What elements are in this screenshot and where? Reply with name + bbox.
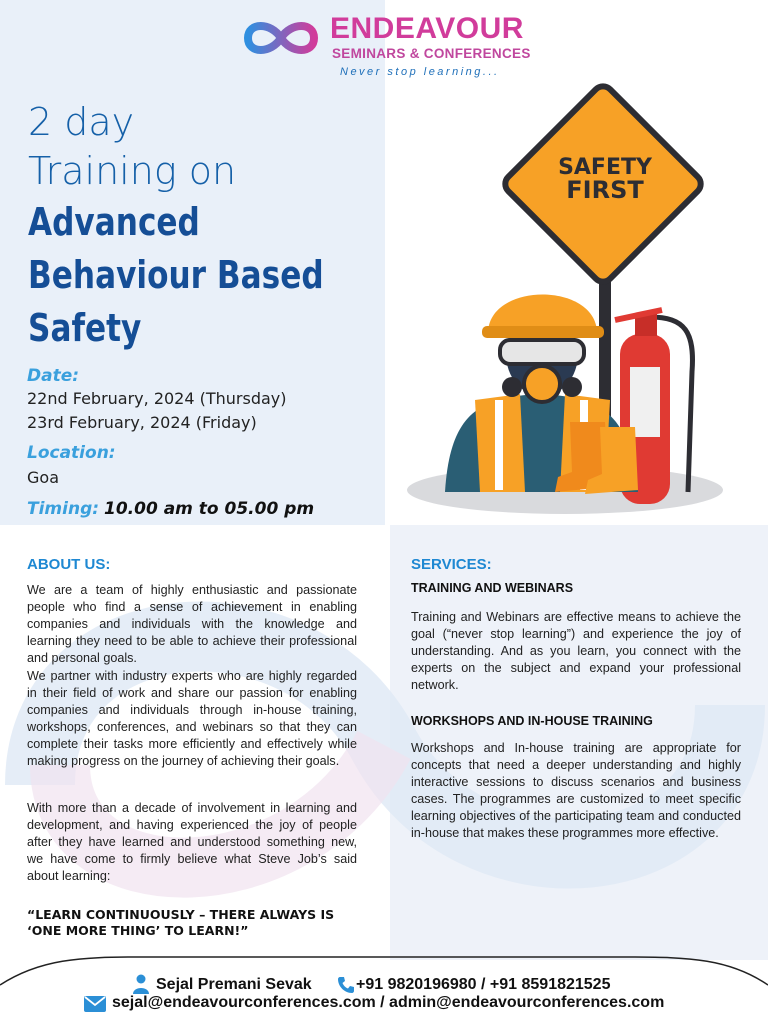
headline-duration: 2 day <box>28 100 135 144</box>
date-day1: 22nd February, 2024 (Thursday) <box>27 389 287 408</box>
about-quote: “LEARN CONTINUOUSLY – THERE ALWAYS IS ‘ONE MORE THING’ TO LEARN!” <box>27 907 335 938</box>
location-value: Goa <box>27 468 59 487</box>
course-title-line2: Behaviour Based <box>28 253 324 297</box>
location-label: Location: <box>27 443 116 463</box>
timing-label: Timing: <box>27 499 100 519</box>
headline-training-on: Training on <box>28 149 237 193</box>
course-title-line3: Safety <box>28 306 142 350</box>
brand-logo <box>238 10 538 82</box>
about-paragraph-1: We are a team of highly enthusiastic and passionate people who find a sense of achievement in enabling companies and individuals with the knowledge and learning they need to be able to achieve their professional and personal goals. <box>27 583 357 665</box>
service-1-text: Training and Webinars are effective means to achieve the goal (“never stop learning”) and experience the joy of understanding. And as you learn, you connect with the experts on the subject and expand your professional network. <box>411 610 741 692</box>
course-title-line1: Advanced <box>28 200 200 244</box>
sign-text-line1: SAFETY <box>558 155 652 180</box>
date-day2: 23rd February, 2024 (Friday) <box>27 413 257 432</box>
about-heading: ABOUT US: <box>27 556 111 573</box>
person-icon <box>132 974 150 994</box>
date-label: Date: <box>27 366 80 386</box>
about-paragraph-2: We partner with industry experts who are highly regarded in their field of work and share our passion for enabling companies and individuals through in-house training, workshops, conferences, and webinars so that they can complete their tasks more efficiently and effectively while making progress on the journey of achieving their goals. <box>27 669 357 768</box>
timing-value: 10.00 am to 05.00 pm <box>104 499 315 519</box>
services-heading: SERVICES: <box>411 556 492 573</box>
about-paragraph-3: With more than a decade of involvement in learning and development, and having experienced the joy of people after they have learned and understood something new, we have come to firmly believe what Steve Job’s said about learning: <box>27 801 357 883</box>
phone-icon <box>337 976 355 994</box>
service-2-text: Workshops and In-house training are appropriate for concepts that need a deeper understanding and highly interactive sessions to discuss scenarios and business cases. The programmes are customized to meet specific learning objectives of the participating team and conducted in-house that makes these programmes more effective. <box>411 741 741 840</box>
brand-subtitle: SEMINARS & CONFERENCES <box>332 46 531 61</box>
safety-worker-illustration <box>400 82 740 522</box>
sign-text-line2: FIRST <box>566 176 644 204</box>
brand-name: ENDEAVOUR <box>330 12 524 45</box>
service-1-title: TRAINING AND WEBINARS <box>411 581 574 595</box>
safety-sign-icon <box>501 82 705 286</box>
infinity-logo-icon <box>238 16 324 60</box>
service-2-title: WORKSHOPS AND IN-HOUSE TRAINING <box>411 714 653 728</box>
contact-name: Sejal Premani Sevak <box>156 976 312 993</box>
contact-phone[interactable]: +91 9820196980 / +91 8591821525 <box>356 976 611 993</box>
mail-icon <box>84 996 106 1012</box>
brand-tagline: Never stop learning... <box>340 66 500 78</box>
contact-email[interactable]: sejal@endeavourconferences.com / admin@endeavourconferences.com <box>112 994 665 1011</box>
